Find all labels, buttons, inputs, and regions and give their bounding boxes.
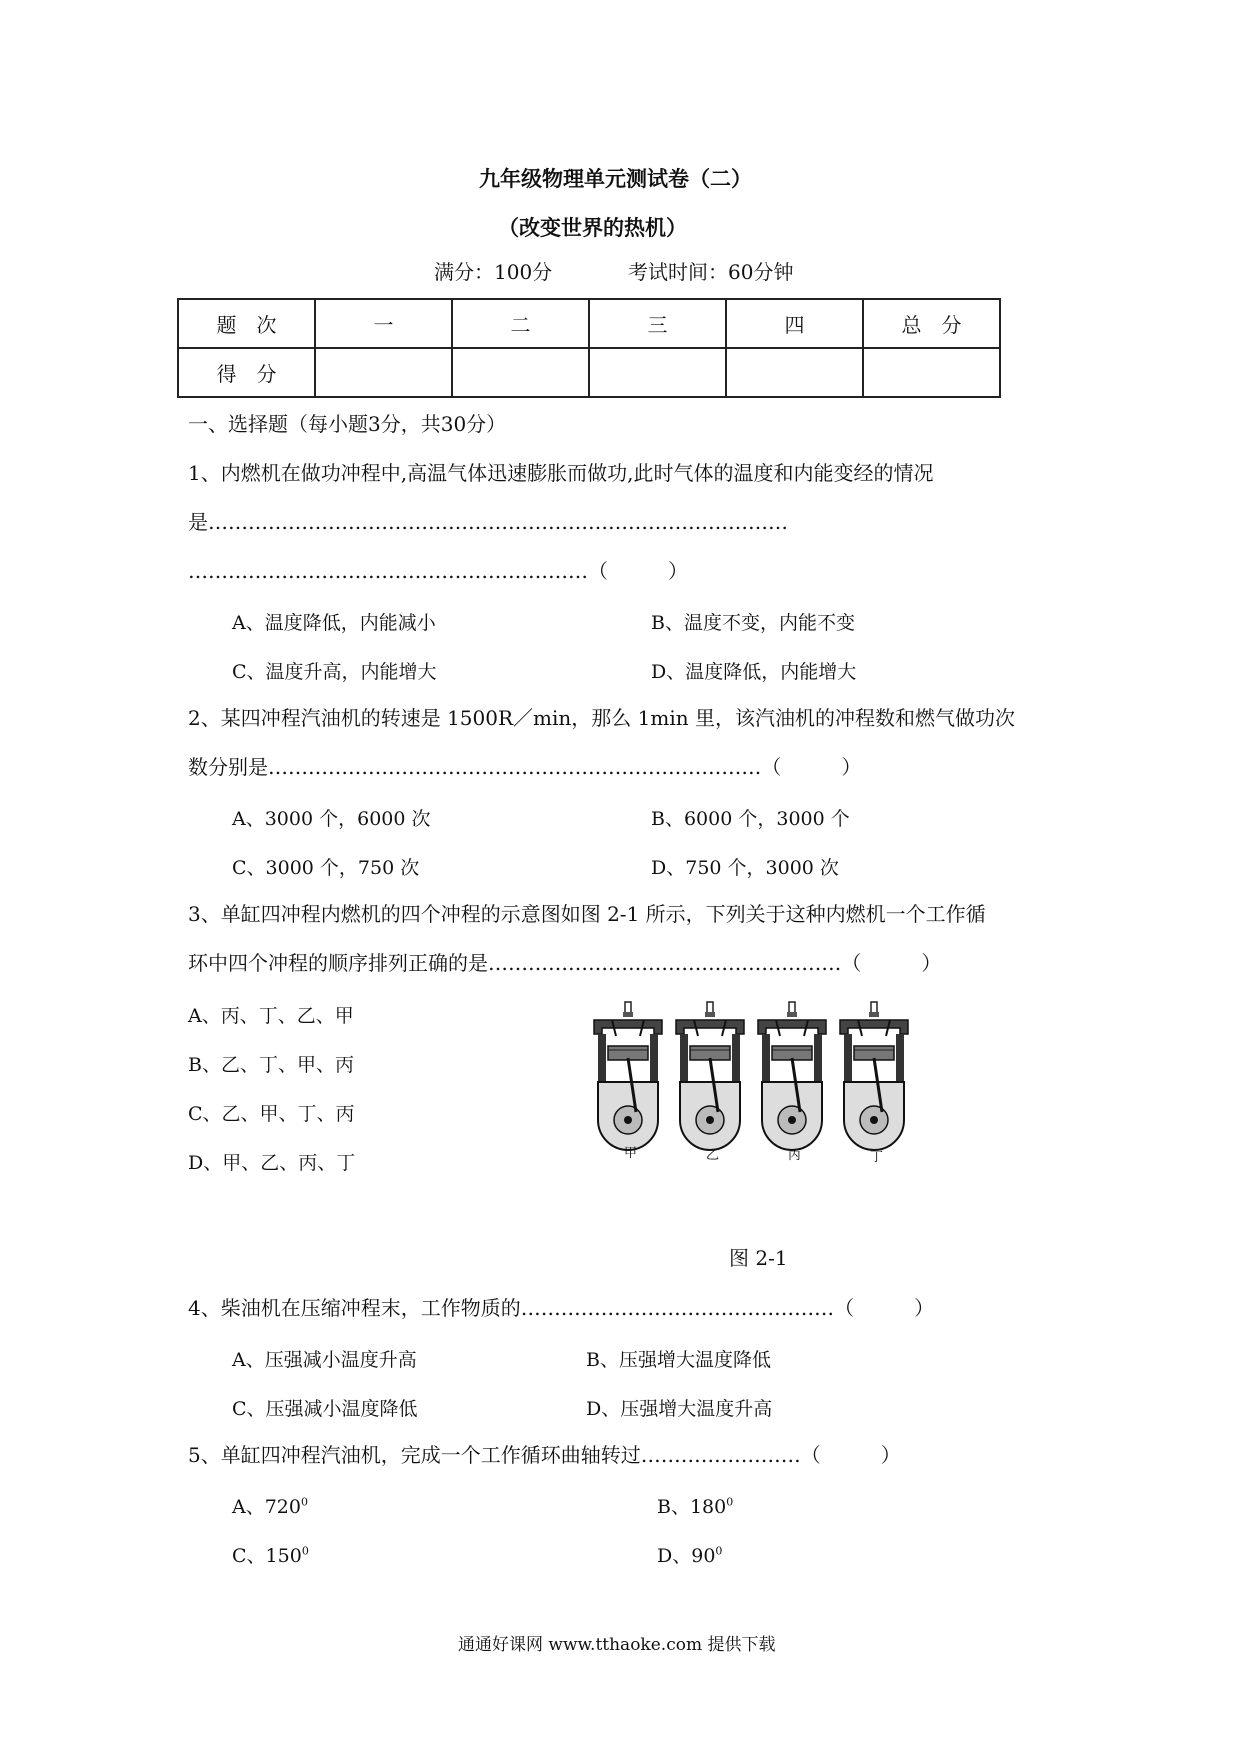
question-3-line-2: 环中四个冲程的顺序排列正确的是……………………………………………‥（ ） xyxy=(188,951,942,975)
question-3-option-d[interactable]: D、甲、乙、丙、丁 xyxy=(188,1152,356,1174)
engine-strokes-figure xyxy=(588,1000,918,1170)
score-cell[interactable] xyxy=(863,348,1000,397)
section-title: 一、选择题（每小题3分，共30分） xyxy=(188,412,507,436)
score-table-header-row xyxy=(178,299,1000,348)
score-cell[interactable] xyxy=(452,348,589,397)
score-table-header: 二 xyxy=(452,299,589,348)
question-2-option-b[interactable]: B、6000 个，3000 个 xyxy=(651,808,850,830)
question-1-line-1: 1、内燃机在做功冲程中,高温气体迅速膨胀而做功,此时气体的温度和内能变经的情况 xyxy=(188,461,934,485)
question-5-option-d[interactable] xyxy=(657,1541,722,1568)
question-5-option-b[interactable] xyxy=(657,1492,733,1519)
question-3-option-c[interactable]: C、乙、甲、丁、丙 xyxy=(188,1103,355,1125)
score-row-label: 得 分 xyxy=(178,348,315,397)
page-subtitle: （改变世界的热机） xyxy=(498,215,687,240)
question-2-line-2: 数分别是………………………………………………………………‥（ ） xyxy=(188,755,862,779)
figure-label-bing: 丙 xyxy=(788,1148,802,1163)
question-4-option-d[interactable]: D、压强增大温度升高 xyxy=(586,1398,773,1420)
question-2-option-c[interactable]: C、3000 个，750 次 xyxy=(232,857,420,879)
question-5-line-1: 5、单缸四冲程汽油机，完成一个工作循环曲轴转过……………………（ ） xyxy=(188,1443,901,1467)
question-4-option-b[interactable]: B、压强增大温度降低 xyxy=(586,1349,771,1371)
score-table-header: 三 xyxy=(589,299,726,348)
question-1-line-2: 是…………………………………………………………………………… xyxy=(188,510,788,534)
question-2-line-1: 2、某四冲程汽油机的转速是 1500R／min，那么 1min 里，该汽油机的冲程数和燃气做功次 xyxy=(188,706,1015,730)
score-cell[interactable] xyxy=(315,348,452,397)
question-1-option-a[interactable]: A、温度降低，内能减小 xyxy=(232,612,436,634)
question-5-option-a[interactable] xyxy=(232,1492,308,1519)
score-cell[interactable] xyxy=(726,348,863,397)
figure-label-ding: 丁 xyxy=(870,1150,884,1165)
question-4-line-1: 4、柴油机在压缩冲程末，工作物质的………………………………………‥（ ） xyxy=(188,1296,935,1320)
question-4-option-c[interactable]: C、压强减小温度降低 xyxy=(232,1398,418,1420)
degree-mark: 0 xyxy=(726,1495,734,1509)
question-3-option-b[interactable]: B、乙、丁、甲、丙 xyxy=(188,1054,354,1076)
figure-label-jia: 甲 xyxy=(624,1146,638,1161)
question-2-option-d[interactable]: D、750 个，3000 次 xyxy=(651,857,839,879)
degree-mark: 0 xyxy=(301,1544,309,1558)
question-1-option-c[interactable]: C、温度升高，内能增大 xyxy=(232,661,437,683)
full-score-label: 满分：100分 xyxy=(434,260,553,284)
question-1-option-b[interactable]: B、温度不变，内能不变 xyxy=(651,612,855,634)
option-text: A、720 xyxy=(232,1496,301,1518)
question-4-option-a[interactable]: A、压强减小温度升高 xyxy=(232,1349,417,1371)
score-table-header: 四 xyxy=(726,299,863,348)
question-3-line-1: 3、单缸四冲程内燃机的四个冲程的示意图如图 2-1 所示，下列关于这种内燃机一个工作循 xyxy=(188,902,986,926)
exam-time-label: 考试时间：60分钟 xyxy=(628,260,794,284)
degree-mark: 0 xyxy=(715,1544,723,1558)
footer-text: 通通好课网 www.tthaoke.com 提供下载 xyxy=(458,1635,776,1655)
degree-mark: 0 xyxy=(301,1495,308,1509)
score-table xyxy=(177,298,1001,398)
figure-label-yi: 乙 xyxy=(706,1148,720,1163)
score-table-header: 一 xyxy=(315,299,452,348)
question-3-option-a[interactable]: A、丙、丁、乙、甲 xyxy=(188,1005,354,1027)
score-table-score-row xyxy=(178,348,1000,397)
page-title: 九年级物理单元测试卷（二） xyxy=(479,166,752,191)
score-cell[interactable] xyxy=(589,348,726,397)
question-5-option-c[interactable] xyxy=(232,1541,309,1568)
option-text: B、180 xyxy=(657,1496,727,1518)
question-2-option-a[interactable]: A、3000 个，6000 次 xyxy=(232,808,431,830)
option-text: C、150 xyxy=(232,1545,302,1567)
question-1-option-d[interactable]: D、温度降低，内能增大 xyxy=(651,661,857,683)
option-text: D、90 xyxy=(657,1545,716,1567)
score-table-header: 题 次 xyxy=(178,299,315,348)
score-table-header: 总 分 xyxy=(863,299,1000,348)
question-1-line-3: ……………………………………………………（ ） xyxy=(188,559,688,583)
figure-caption: 图 2-1 xyxy=(729,1246,788,1270)
